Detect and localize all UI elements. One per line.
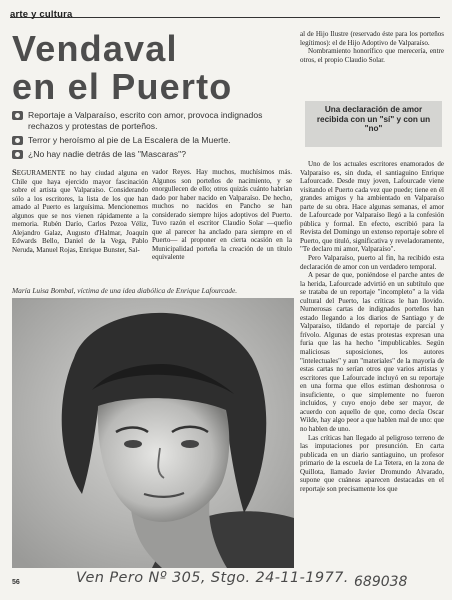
handwritten-source-note: Ven Pero Nº 305, Stgo. 24-11-1977. (76, 570, 349, 586)
side-box-subheading: Una declaración de amor recibida con un "sí" y con un "no" (305, 101, 442, 147)
section-label: arte y cultura (10, 9, 73, 20)
bullet-text: Reportaje a Valparaíso, escrito con amor, provoca indignados rechazos y protestas de porteños. (28, 110, 263, 131)
article-column-2 (152, 168, 292, 270)
bullet-icon (12, 150, 23, 159)
headline-line-1: Vendaval (12, 28, 178, 69)
archive-number: 689038 (354, 574, 408, 590)
bullet-text: Terror y heroísmo al pie de La Escalera de la Muerte. (28, 134, 231, 145)
paragraph: Pero Valparaíso, puerto al fin, ha recibido esta declaración de amor con un verdadero temporal. (300, 254, 444, 271)
paragraph: Nombramiento honorífico que merecería, entre otros, el propio Claudio Solar. (300, 47, 444, 64)
bullet-list (12, 110, 297, 163)
bullet-text: ¿No hay nadie detrás de las "Mascaras"? (28, 148, 187, 159)
photo-caption: María Luisa Bombal, víctima de una idea diabólica de Enrique Lafourcade. (12, 286, 238, 295)
paragraph: A pesar de que, poniéndose el parche antes de la herida, Lafourcade advirtió en un subtítulo que se trataba de un reportaje "incompleto" a la vida cultural del Puerto, las críticas le han llovido. Numerosas cartas de indignados porteños han estado llegando a los diarios de Santiago y de Valparaíso, tildando el reportaje de parcial y frívolo. Algunas de estas protestas expresan una furia que las ha hecho "impublicables. Según maliciosas suposiciones, los autores "intelectuales" y aun "materiales" de la mayoría de estas cartas no serían otros que varios artistas y escritores que Lafourcade incluyó en su reportaje en una forma que ellos estiman deshonrosa o insuficiente, o que simplemente no fueron incluidos, y cuyo enojo debe ser mayor, de acuerdo con aquello de que, como decía Oscar Wilde, hay algo peor a que hablen mal de uno: que no hablen de uno. (300, 271, 444, 433)
bullet-icon (12, 111, 23, 120)
page-number: 56 (12, 579, 20, 586)
drop-cap: S (12, 168, 17, 177)
bullet-item (12, 135, 297, 146)
headline-line-2: en el Puerto (12, 66, 233, 107)
article-column-3-top (300, 30, 444, 82)
portrait-illustration (12, 298, 294, 568)
headline (12, 30, 292, 106)
paragraph: al de Hijo Ilustre (reservado éste para los porteños legítimos): el de Hijo Adoptivo de Valparaíso. (300, 30, 444, 47)
article-column-3-main (300, 160, 444, 570)
paragraph: vador Reyes. Hay muchos, muchísimos más. Algunos son porteños de nacimiento, y se enorgullecen de ello; otros quizás cuánto habrían dado por haber nacido en Valparaíso. De hecho, muchos no nacidos en Pancho se han considerado siempre hijos adoptivos del Puerto. Tuvo razón el escritor Claudio Solar —quefio que al parecer ha anclado para siempre en el Puerto— al proponer en cierta ocasión en la Municipalidad porteña la creación de un título equivalente (152, 168, 292, 262)
paragraph (12, 168, 148, 254)
bullet-item (12, 149, 297, 160)
paragraph-text: EGURAMENTE no hay ciudad alguna en Chile que haya ejercido mayor fascinación sobre el artista que Valparaíso. Considerando sólo a los escritores, la lista de los que han amado al Puerto es larguísima. Mencionemos algunos que se nos vienen rápidamente a la memoria. Rubén Darío, Carlos Pezoa Véliz, Alejandro Galaz, Augusto d'Halmar, Joaquín Edwards Bello, Daniel de la Vega, Pablo Neruda, Manuel Rojas, Enrique Bunster, Sal- (12, 169, 148, 254)
paragraph: Uno de los actuales escritores enamorados de Valparaíso es, sin duda, el santiaguino Enrique Lafourcade. Desde muy joven, Lafourcade viene visitando el Puerto cada vez que puede; tiene en él grandes amigos y ha ambientado en Valparaíso parte de su obra. Hace algunas semanas, el amor de Lafourcade por Valparaíso llegó a la confesión pública y formal. En efecto, escribió para la Revista del Domingo un extenso reportaje sobre el Puerto, que tituló, significativa y reveladoramente, "Te declaro mi amor, Valparaíso". (300, 160, 444, 254)
section-header (10, 4, 440, 18)
bullet-item (12, 110, 297, 131)
bullet-icon (12, 136, 23, 145)
portrait-photo (12, 298, 294, 568)
article-column-1 (12, 168, 148, 270)
paragraph: Las críticas han llegado al peligroso terreno de las imputaciones por presunción. En carta publicada en un diario santiaguino, un profesor primario de la escuela de La Tetera, en la zona de Quillota, llamado Javier Dromundo Alvarado, supone que cuáneas aparecen destacadas en el reportaje son precisamente los que (300, 433, 444, 493)
